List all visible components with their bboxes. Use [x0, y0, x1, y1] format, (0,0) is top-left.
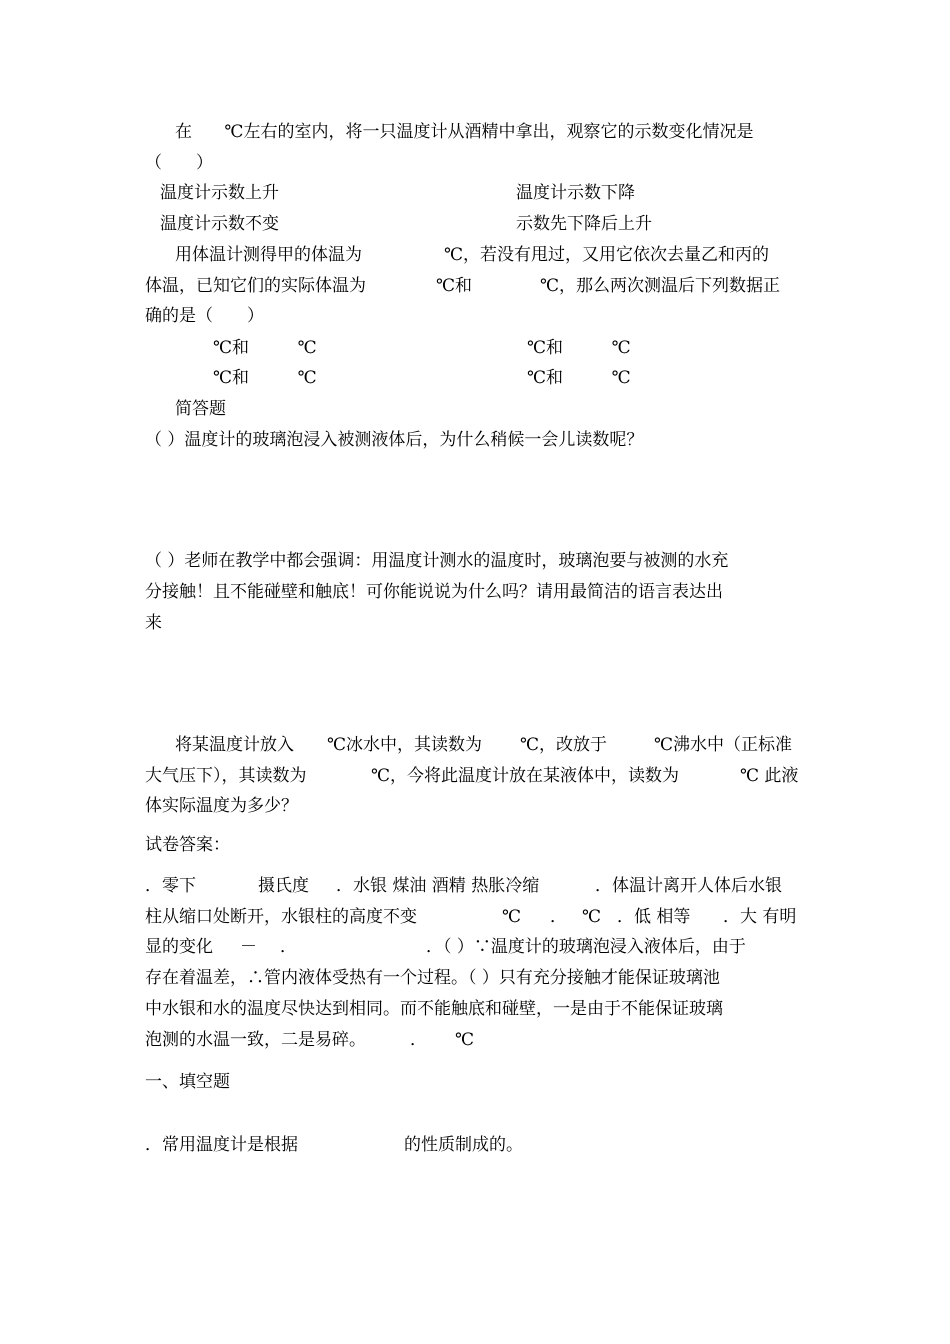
fill-in-item1-b: 的性质制成的。 — [404, 1135, 523, 1155]
q2-line3: 确的是（ ） — [145, 306, 264, 326]
q2-line2-b: ℃和 — [436, 276, 473, 296]
q2-option-c: ℃和 ℃ — [213, 368, 317, 388]
answers-line1-d: ．体温计离开人体后水银 — [595, 876, 782, 896]
fill-in-item1-a: ．常用温度计是根据 — [145, 1135, 298, 1155]
q2-option-a: ℃和 ℃ — [213, 338, 317, 358]
q2-option-b: ℃和 ℃ — [527, 338, 631, 358]
answers-line1-b: 摄氏度 — [258, 876, 309, 896]
q3-line1-a: 将某温度计放入 — [175, 735, 294, 755]
answers-heading: 试卷答案： — [145, 835, 230, 855]
answers-line3-c: ． — [280, 937, 297, 957]
short-answer-2-line1: （ ）老师在教学中都会强调：用温度计测水的温度时，玻璃泡要与被测的水充 — [145, 551, 729, 571]
q3-line2-b: ℃，今将此温度计放在某液体中，读数为 — [371, 766, 680, 786]
short-answer-2-line2: 分接触！且不能碰壁和触底！可你能说说为什么吗？请用最简洁的语言表达出 — [145, 582, 723, 602]
q3-line1-d: ℃沸水中（正标准 — [654, 735, 793, 755]
q1-line1: 在 ℃左右的室内，将一只温度计从酒精中拿出，观察它的示数变化情况是 — [175, 122, 754, 142]
q3-line3: 体实际温度为多少？ — [145, 796, 298, 816]
answers-line3-d: ．（ ）∵温度计的玻璃泡浸入液体后，由于 — [426, 937, 746, 957]
short-answer-2-line3: 来 — [145, 613, 162, 633]
q3-line2-c: ℃ 此液 — [740, 766, 799, 786]
answers-line2-c: ． — [550, 907, 567, 927]
answers-line2-d: ℃ — [582, 907, 602, 927]
q2-line1-a: 用体温计测得甲的体温为 — [175, 245, 362, 265]
answers-line6-c: ℃ — [455, 1030, 475, 1050]
q1-option-a: 温度计示数上升 — [160, 183, 279, 203]
answers-line2-a: 柱从缩口处断开，水银柱的高度不变 — [145, 907, 417, 927]
fill-in-heading: 一、填空题 — [145, 1072, 230, 1092]
answers-line1-c: ．水银 煤油 酒精 热胀冷缩 — [336, 876, 540, 896]
answers-line1-a: ．零下 — [145, 876, 196, 896]
q1-option-d: 示数先下降后上升 — [516, 214, 652, 234]
answers-line2-b: ℃ — [502, 907, 522, 927]
q2-line2-a: 体温，已知它们的实际体温为 — [145, 276, 366, 296]
q3-line2-a: 大气压下），其读数为 — [145, 766, 307, 786]
answers-line5: 中水银和水的温度尽快达到相同。而不能触底和碰壁，一是由于不能保证玻璃 — [145, 999, 723, 1019]
answers-line3-a: 显的变化 — [145, 937, 213, 957]
answers-line6-b: ． — [410, 1030, 427, 1050]
answers-line3-b: － — [240, 937, 257, 957]
short-answer-heading: 简答题 — [175, 399, 226, 419]
q2-line2-c: ℃，那么两次测温后下列数据正 — [540, 276, 781, 296]
q1-line2: （ ） — [145, 153, 213, 173]
answers-line2-f: ．大 有明 — [723, 907, 797, 927]
short-answer-1: （ ）温度计的玻璃泡浸入被测液体后，为什么稍候一会儿读数呢？ — [145, 430, 644, 450]
answers-line4: 存在着温差，∴管内液体受热有一个过程。（ ）只有充分接触才能保证玻璃池 — [145, 968, 720, 988]
q2-option-d: ℃和 ℃ — [527, 368, 631, 388]
q1-option-b: 温度计示数下降 — [516, 183, 635, 203]
q1-option-c: 温度计示数不变 — [160, 214, 279, 234]
answers-line6-a: 泡测的水温一致，二是易碎。 — [145, 1030, 366, 1050]
q3-line1-b: ℃冰水中，其读数为 — [327, 735, 483, 755]
q3-line1-c: ℃，改放于 — [520, 735, 608, 755]
answers-line2-e: ．低 相等 — [617, 907, 691, 927]
q2-line1-b: ℃，若没有甩过，又用它依次去量乙和丙的 — [444, 245, 770, 265]
